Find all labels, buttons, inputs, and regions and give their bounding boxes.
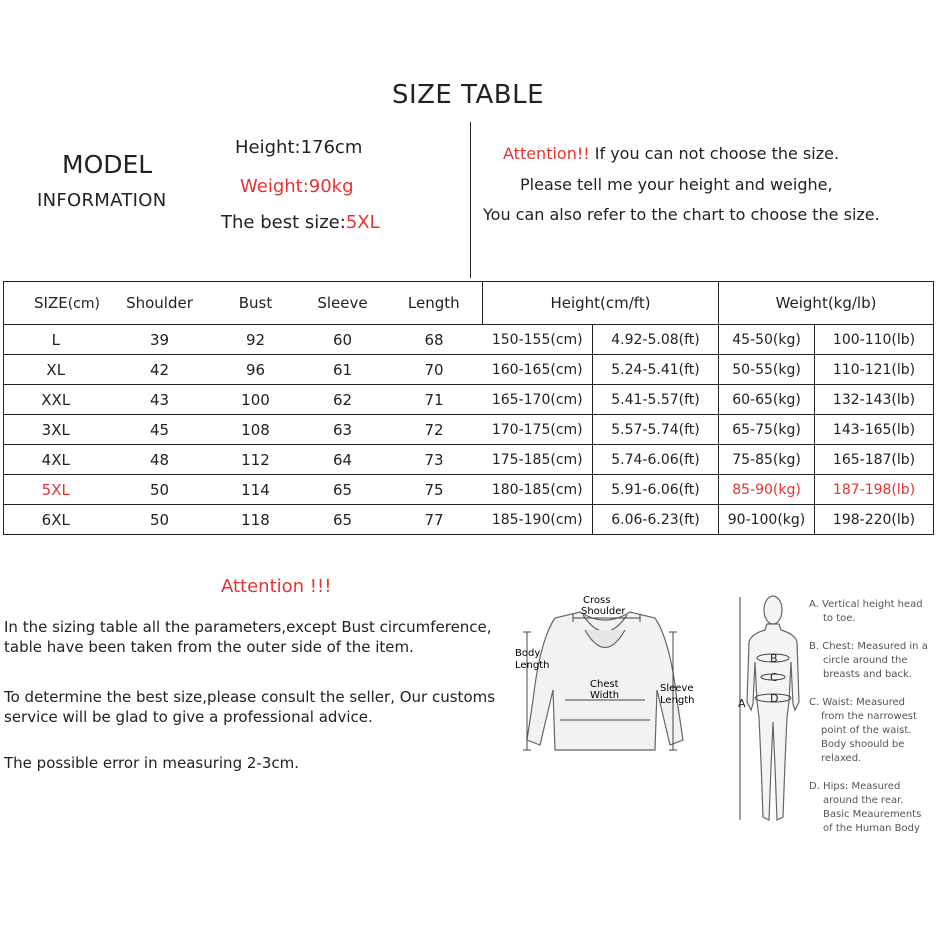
table-header-row — [4, 282, 934, 325]
cell-shoulder: 43 — [108, 385, 212, 415]
letter-d: D — [770, 692, 779, 705]
body-length-label-1: Body — [515, 648, 541, 659]
cell-weight-lb: 143-165(lb) — [815, 415, 934, 445]
sleeve-length-label-2: Length — [660, 695, 695, 706]
size-table — [3, 281, 934, 535]
cross-shoulder-label-1: Cross — [583, 595, 611, 606]
header-sleeve: Sleeve — [300, 282, 386, 325]
cell-bust: 114 — [212, 475, 300, 505]
table-row — [4, 415, 934, 445]
note-b: B. Chest: Measured in a circle around the breasts and back. — [809, 641, 928, 680]
letter-a: A — [738, 697, 746, 710]
cell-height-ft: 6.06-6.23(ft) — [593, 505, 719, 535]
cell-shoulder: 48 — [108, 445, 212, 475]
cell-weight-kg: 65-75(kg) — [719, 415, 815, 445]
cell-sleeve: 61 — [300, 355, 386, 385]
cell-sleeve: 63 — [300, 415, 386, 445]
cell-sleeve: 65 — [300, 505, 386, 535]
cell-size: L — [4, 325, 108, 355]
header-height: Height(cm/ft) — [483, 282, 719, 325]
note-a: A. Vertical height head to toe. — [809, 599, 923, 624]
cell-length: 71 — [386, 385, 483, 415]
table-row — [4, 355, 934, 385]
cell-weight-kg: 85-90(kg) — [719, 475, 815, 505]
cell-weight-kg: 45-50(kg) — [719, 325, 815, 355]
cell-shoulder: 45 — [108, 415, 212, 445]
cell-weight-kg: 90-100(kg) — [719, 505, 815, 535]
cell-height-ft: 4.92-5.08(ft) — [593, 325, 719, 355]
cell-sleeve: 64 — [300, 445, 386, 475]
cell-size: XXL — [4, 385, 108, 415]
cell-length: 73 — [386, 445, 483, 475]
table-row — [4, 505, 934, 535]
cell-weight-kg: 50-55(kg) — [719, 355, 815, 385]
cell-bust: 108 — [212, 415, 300, 445]
cell-height-cm: 170-175(cm) — [483, 415, 593, 445]
table-row — [4, 445, 934, 475]
model-height: Height:176cm — [235, 137, 363, 158]
cell-sleeve: 62 — [300, 385, 386, 415]
header-size: SIZE(cm) — [4, 282, 108, 325]
attention-label: Attention!! — [503, 144, 590, 163]
cell-length: 77 — [386, 505, 483, 535]
table-body — [4, 325, 934, 535]
cell-weight-lb: 165-187(lb) — [815, 445, 934, 475]
model-subheading: INFORMATION — [37, 190, 167, 211]
cell-size: 5XL — [4, 475, 108, 505]
cell-sleeve: 65 — [300, 475, 386, 505]
cell-sleeve: 60 — [300, 325, 386, 355]
model-best-size — [221, 212, 380, 233]
sleeve-length-label-1: Sleeve — [660, 683, 694, 694]
attention-line-3: You can also refer to the chart to choose the size. — [483, 205, 880, 224]
cell-length: 70 — [386, 355, 483, 385]
body-notes — [809, 598, 935, 836]
cell-bust: 92 — [212, 325, 300, 355]
cell-height-cm: 160-165(cm) — [483, 355, 593, 385]
attention-paragraph-2: To determine the best size,please consult the seller, Our customs service will be glad to give a professional advice. — [4, 688, 496, 726]
vertical-divider — [470, 122, 471, 278]
cell-shoulder: 50 — [108, 475, 212, 505]
cell-weight-lb: 198-220(lb) — [815, 505, 934, 535]
cell-size: 6XL — [4, 505, 108, 535]
header-length: Length — [386, 282, 483, 325]
note-d: D. Hips: Measured around the rear. Basic Meaurements of the Human Body — [809, 781, 922, 834]
header-bust: Bust — [212, 282, 300, 325]
cell-size: 3XL — [4, 415, 108, 445]
cell-height-cm: 175-185(cm) — [483, 445, 593, 475]
cell-length: 72 — [386, 415, 483, 445]
chest-width-label-2: Width — [590, 690, 620, 701]
cell-size: 4XL — [4, 445, 108, 475]
note-c: C. Waist: Measured from the narrowest point of the waist. Body shoould be relaxed. — [809, 697, 917, 764]
cell-length: 68 — [386, 325, 483, 355]
cell-shoulder: 50 — [108, 505, 212, 535]
cell-bust: 118 — [212, 505, 300, 535]
cell-height-cm: 165-170(cm) — [483, 385, 593, 415]
best-size-label: The best size: — [221, 212, 346, 233]
table-row — [4, 475, 934, 505]
model-weight: Weight:90kg — [240, 176, 354, 197]
letter-c: C — [770, 671, 778, 684]
table-row — [4, 385, 934, 415]
best-size-value: 5XL — [345, 212, 380, 233]
body-measurement-diagram — [735, 592, 805, 827]
cell-bust: 112 — [212, 445, 300, 475]
cell-height-cm: 150-155(cm) — [483, 325, 593, 355]
attention-text-1: If you can not choose the size. — [589, 144, 840, 163]
table-row — [4, 325, 934, 355]
cell-shoulder: 39 — [108, 325, 212, 355]
cell-weight-lb: 110-121(lb) — [815, 355, 934, 385]
model-heading: MODEL — [62, 150, 153, 179]
chest-width-label-1: Chest — [590, 679, 619, 690]
cell-shoulder: 42 — [108, 355, 212, 385]
body-length-label-2: Length — [515, 660, 550, 671]
garment-measurement-diagram — [505, 590, 715, 765]
cell-bust: 96 — [212, 355, 300, 385]
cell-height-ft: 5.24-5.41(ft) — [593, 355, 719, 385]
attention-paragraph-1: In the sizing table all the parameters,except Bust circumference, table have been taken from the outer side of the item. — [4, 618, 492, 656]
cell-height-ft: 5.91-6.06(ft) — [593, 475, 719, 505]
header-weight: Weight(kg/lb) — [719, 282, 934, 325]
cell-weight-lb: 100-110(lb) — [815, 325, 934, 355]
page-title: SIZE TABLE — [391, 80, 545, 110]
attention-line-2: Please tell me your height and weighe, — [520, 175, 833, 194]
cell-height-ft: 5.74-6.06(ft) — [593, 445, 719, 475]
cell-height-ft: 5.57-5.74(ft) — [593, 415, 719, 445]
cross-shoulder-label-2: Shoulder — [581, 606, 626, 617]
cell-weight-lb: 132-143(lb) — [815, 385, 934, 415]
cell-bust: 100 — [212, 385, 300, 415]
attention-paragraph-3: The possible error in measuring 2-3cm. — [4, 754, 299, 772]
attention-line-1 — [503, 144, 839, 163]
header-shoulder: Shoulder — [108, 282, 212, 325]
cell-height-cm: 180-185(cm) — [483, 475, 593, 505]
cell-length: 75 — [386, 475, 483, 505]
cell-height-ft: 5.41-5.57(ft) — [593, 385, 719, 415]
attention-bottom-title: Attention !!! — [221, 576, 332, 597]
cell-size: XL — [4, 355, 108, 385]
cell-weight-kg: 60-65(kg) — [719, 385, 815, 415]
letter-b: B — [770, 652, 778, 665]
cell-weight-kg: 75-85(kg) — [719, 445, 815, 475]
cell-weight-lb: 187-198(lb) — [815, 475, 934, 505]
cell-height-cm: 185-190(cm) — [483, 505, 593, 535]
